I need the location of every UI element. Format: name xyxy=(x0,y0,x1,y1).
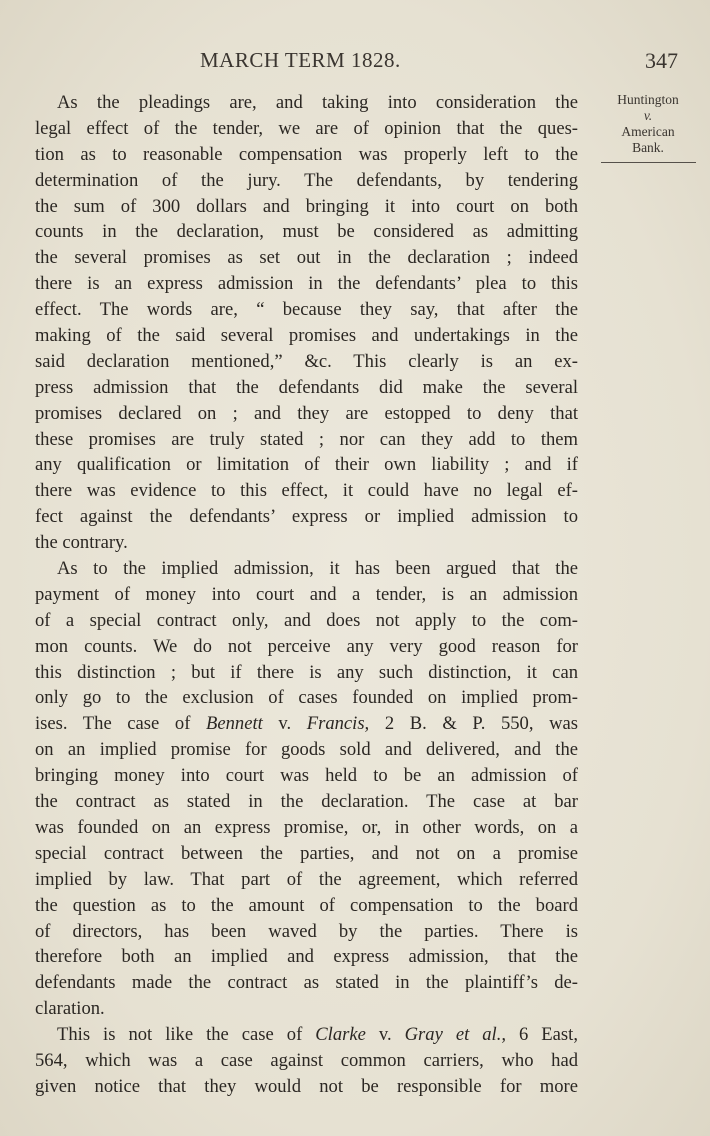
text-line: As to the implied admission, it has been argued that the xyxy=(57,558,578,580)
text-segment: v. xyxy=(365,1024,405,1046)
text-line: on an implied promise for goods sold and delivered, and the xyxy=(35,739,578,761)
text-line: tion as to reasonable compensation was properly left to the xyxy=(35,143,578,165)
text-line: effect. The words are, “ because they say, that after the xyxy=(35,299,578,321)
case-name-italic: Francis, xyxy=(306,713,370,735)
text-line: the question as to the amount of compensation to the board xyxy=(35,894,578,916)
running-title: MARCH TERM 1828. xyxy=(200,48,401,72)
text-line: the sum of 300 dollars and bringing it into court on both xyxy=(35,195,578,217)
text-line: implied by law. That part of the agreement, which referred xyxy=(35,868,578,890)
text-line: therefore both an implied and express admission, that the xyxy=(35,946,578,968)
sidenote-line: v. xyxy=(643,108,653,123)
margin-note-case-name xyxy=(592,92,704,163)
text-line: only go to the exclusion of cases founded on implied prom- xyxy=(35,687,578,709)
text-line: fect against the defendants’ express or implied admission to xyxy=(35,506,578,528)
text-line: the contrary. xyxy=(35,532,128,554)
page-number: 347 xyxy=(645,48,678,73)
text-line: given notice that they would not be responsible for more xyxy=(35,1075,578,1097)
text-line: payment of money into court and a tender, is an admission xyxy=(35,583,578,605)
text-segment: ises. The case of xyxy=(35,713,206,735)
text-line: there is an express admission in the defendants’ plea to this xyxy=(35,273,578,295)
text-line: was founded on an express promise, or, in other words, on a xyxy=(35,816,578,838)
case-name-italic: Gray et al., xyxy=(404,1024,507,1046)
text-line: legal effect of the tender, we are of opinion that the ques- xyxy=(35,117,578,139)
text-segment: v. xyxy=(262,713,307,735)
text-line: 564, which was a case against common carriers, who had xyxy=(35,1049,578,1071)
text-line: press admission that the defendants did make the several xyxy=(35,376,578,398)
text-segment: 2 B. & P. 550, was xyxy=(369,713,578,735)
text-line: said declaration mentioned,” &c. This clearly is an ex- xyxy=(35,350,578,372)
sidenote-line: Huntington xyxy=(617,92,679,107)
running-header xyxy=(0,48,710,78)
text-line: of directors, has been waved by the parties. There is xyxy=(35,920,578,942)
text-line: this distinction ; but if there is any such distinction, it can xyxy=(35,661,578,683)
text-line: bringing money into court was held to be an admission of xyxy=(35,765,578,787)
sidenote-line: American xyxy=(621,124,675,139)
text-line: there was evidence to this effect, it could have no legal ef- xyxy=(35,480,578,502)
text-line: making of the said several promises and undertakings in the xyxy=(35,325,578,347)
case-name-italic: Bennett xyxy=(205,713,263,735)
text-line: any qualification or limitation of their own liability ; and if xyxy=(35,454,578,476)
sidenote-rule xyxy=(601,162,696,163)
sidenote-line: Bank. xyxy=(632,140,664,155)
text-segment: This is not like the case of xyxy=(57,1024,316,1046)
text-line: mon counts. We do not perceive any very good reason for xyxy=(35,635,578,657)
text-segment: 6 East, xyxy=(506,1024,578,1046)
text-line: promises declared on ; and they are estopped to deny that xyxy=(35,402,578,424)
text-line: the contract as stated in the declaration. The case at bar xyxy=(35,791,578,813)
text-line: defendants made the contract as stated in the plaintiff’s de- xyxy=(35,972,578,994)
text-line: the several promises as set out in the declaration ; indeed xyxy=(35,247,578,269)
text-line: of a special contract only, and does not apply to the com- xyxy=(35,609,578,631)
text-line: special contract between the parties, and not on a promise xyxy=(35,842,578,864)
text-line: counts in the declaration, must be considered as admitting xyxy=(35,221,578,243)
text-line: these promises are truly stated ; nor can they add to them xyxy=(35,428,578,450)
case-name-italic: Clarke xyxy=(315,1024,366,1046)
text-line xyxy=(35,1022,578,1048)
text-line xyxy=(35,711,578,737)
text-line: As the pleadings are, and taking into consideration the xyxy=(57,92,578,113)
text-line: claration. xyxy=(35,998,105,1020)
body-text xyxy=(35,90,578,1100)
text-line: determination of the jury. The defendants, by tendering xyxy=(35,169,578,191)
